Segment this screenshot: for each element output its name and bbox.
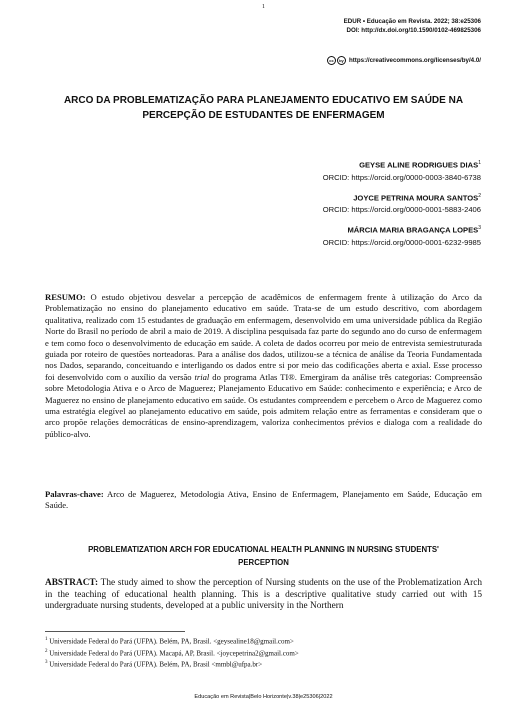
- creative-commons-icon: [327, 56, 347, 65]
- footnote-text: Universidade Federal do Pará (UFPA). Macapá, AP, Brasil. <joycepetrina2@gmail.com>: [47, 649, 299, 658]
- journal-header: [344, 17, 481, 35]
- author-2: [323, 190, 481, 217]
- page-footer: Educação em Revista|Belo Horizonte|v.38|e25306|2022: [194, 694, 333, 700]
- resumo-text-b: do programa Atlas TI®. Emergiram da análise três categorias: Compreensão sobre Metodologia Ativa e o Arco de Maguerez; Planejamento Educativo em Saúde: conhecimento e experiência; e Arco de Maguerez no ensino de planejamento educativo em saúde. Os estudantes compreendem e percebem o Arco de Maguerez como uma estratégia elegível ao planejamento educativo em saúde, pois admitem relação entre as ferramentas e consideram que o arco propõe relações democráticas de ensino-aprendizagem, valoriza conhecimentos prévios e dialoga com a realidade do público-alvo.: [45, 371, 482, 439]
- author-3: [323, 222, 481, 249]
- footnote-divider: [45, 631, 185, 632]
- article-title: [40, 93, 487, 123]
- footnote-marker: 1: [45, 637, 48, 642]
- title-line-2: PERCEPÇÃO DE ESTUDANTES DE ENFERMAGEM: [142, 110, 385, 121]
- footnote-text: Universidade Federal do Pará (UFPA). Belém, PA, Brasil. <geysealine18@gmail.com>: [47, 637, 294, 646]
- keywords-label: Palavras-chave:: [45, 489, 104, 499]
- page-number: 1: [262, 4, 265, 10]
- doi-link[interactable]: DOI: http://dx.doi.org/10.1590/0102-469825306: [346, 27, 481, 34]
- footnote-1: [45, 635, 482, 647]
- keywords-text: Arco de Maguerez, Metodologia Ativa, Ensino de Enfermagem, Planejamento em Saúde, Educação em Saúde.: [45, 489, 482, 511]
- abstract-text: The study aimed to show the perception of Nursing students on the use of the Problematization Arch in the teaching of educational health planning. This is a descriptive qualitative study carried out with 15 undergraduate nursing students, developed at a public university in the Northern: [45, 578, 482, 612]
- author-affiliation-ref: 2: [478, 192, 481, 199]
- author-name: JOYCE PETRINA MOURA SANTOS: [353, 193, 479, 203]
- author-name: MÁRCIA MARIA BRAGANÇA LOPES: [347, 225, 479, 235]
- footnote-marker: 3: [45, 660, 48, 666]
- resumo-paragraph: [45, 292, 482, 440]
- license-line: [327, 56, 481, 65]
- author-list: [323, 157, 481, 255]
- footnote-3: [45, 658, 482, 670]
- cc-icon: cc: [327, 56, 336, 65]
- author-name: GEYSE ALINE RODRIGUES DIAS: [359, 160, 479, 170]
- footnote-marker: 2: [45, 648, 48, 654]
- resumo-italic: trial: [194, 371, 210, 382]
- author-affiliation-ref: 1: [478, 160, 481, 166]
- abstract-label: ABSTRACT:: [45, 578, 99, 588]
- english-title: [40, 543, 487, 569]
- footnote-text: Universidade Federal do Pará (UFPA). Belém, PA, Brasil <mmbl@ufpa.br>: [47, 660, 263, 669]
- english-title-line-2: PERCEPTION: [238, 558, 289, 567]
- footnotes: [45, 635, 482, 670]
- keywords-paragraph: [45, 489, 482, 512]
- footnote-2: [45, 647, 482, 659]
- title-line-1: ARCO DA PROBLEMATIZAÇÃO PARA PLANEJAMENTO EDUCATIVO EM SAÚDE NA: [63, 95, 464, 106]
- resumo-text-a: O estudo objetivou desvelar a percepção de acadêmicos de enfermagem frente à utilização do Arco da Problematização no ensino do planejamento educativo em saúde. Trata-se de um estudo descritivo, com abordagem qualitativa, realizado com 15 estudantes de graduação em enfermagem, desenvolvido em uma universidade pública da Região Norte do Brasil no período de abril a maio de 2019. A disciplina pesquisada faz parte do segundo ano do curso de enfermagem e tem como foco o desenvolvimento de educação em saúde. A coleta de dados ocorreu por meio de entrevista semiestruturada guiada por roteiro de questões norteadoras. Para a análise dos dados, utilizou-se a técnica de análise da Teoria Fundamentada nos Dados, separando, conceituando e interligando os dados entre si por meio das codificações aberta e axial. Esse processo foi desenvolvido com o auxílio da versão: [45, 292, 482, 382]
- author-orcid[interactable]: ORCID: https://orcid.org/0000-0001-6232-9985: [322, 237, 481, 247]
- resumo-label: RESUMO:: [45, 292, 86, 302]
- abstract-paragraph: [45, 578, 482, 613]
- author-1: [323, 157, 481, 184]
- journal-citation: EDUR • Educação em Revista. 2022; 38:e25306: [343, 18, 481, 25]
- author-orcid[interactable]: ORCID: https://orcid.org/0000-0001-5883-2406: [322, 205, 481, 215]
- by-icon: by: [337, 56, 346, 65]
- author-orcid[interactable]: ORCID: https://orcid.org/0000-0003-3840-6738: [322, 172, 481, 182]
- license-url[interactable]: https://creativecommons.org/licenses/by/4.0/: [348, 57, 481, 64]
- english-title-line-1: PROBLEMATIZATION ARCH FOR EDUCATIONAL HEALTH PLANNING IN NURSING STUDENTS': [88, 545, 439, 554]
- author-affiliation-ref: 3: [478, 225, 481, 232]
